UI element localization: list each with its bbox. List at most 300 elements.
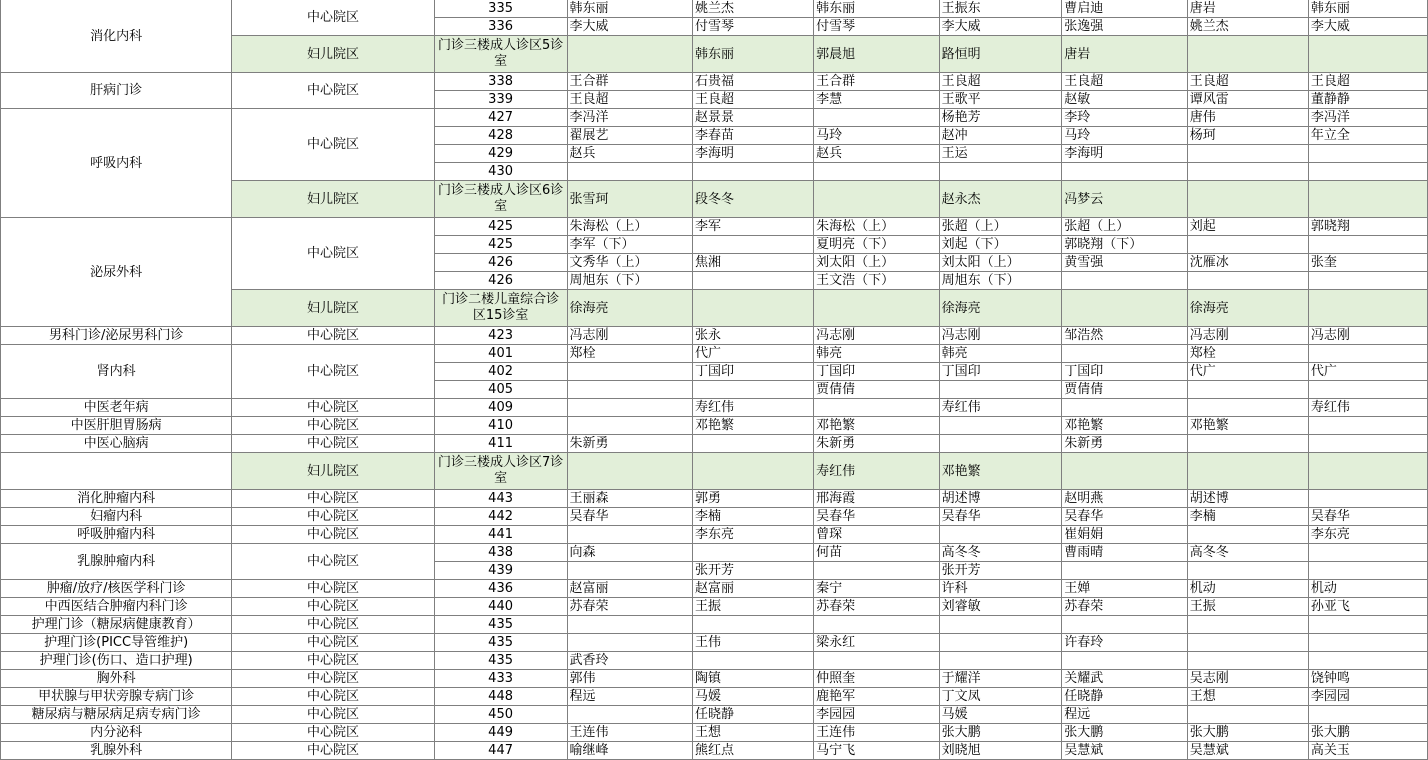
doctor-cell[interactable]	[693, 652, 814, 670]
doctor-cell[interactable]	[1308, 36, 1427, 73]
doctor-cell[interactable]: 徐海亮	[939, 290, 1062, 327]
doctor-cell[interactable]	[1308, 181, 1427, 218]
department-cell[interactable]: 内分泌科	[1, 724, 232, 742]
room-cell[interactable]: 435	[434, 634, 567, 652]
doctor-cell[interactable]	[567, 562, 693, 580]
doctor-cell[interactable]	[1187, 272, 1308, 290]
room-cell[interactable]: 338	[434, 73, 567, 91]
doctor-cell[interactable]: 赵永杰	[939, 181, 1062, 218]
doctor-cell[interactable]: 朱新勇	[567, 435, 693, 453]
doctor-cell[interactable]: 文秀华（上）	[567, 254, 693, 272]
doctor-cell[interactable]	[567, 706, 693, 724]
doctor-cell[interactable]: 李大威	[939, 18, 1062, 36]
doctor-cell[interactable]	[939, 526, 1062, 544]
doctor-cell[interactable]: 徐海亮	[567, 290, 693, 327]
doctor-cell[interactable]: 任晓静	[693, 706, 814, 724]
doctor-cell[interactable]: 周旭东（下）	[567, 272, 693, 290]
doctor-cell[interactable]: 张永	[693, 327, 814, 345]
doctor-cell[interactable]	[1308, 435, 1427, 453]
doctor-cell[interactable]: 代广	[1187, 363, 1308, 381]
doctor-cell[interactable]: 李海明	[1062, 145, 1188, 163]
campus-cell[interactable]: 妇儿院区	[232, 290, 434, 327]
department-cell[interactable]	[1, 453, 232, 490]
doctor-cell[interactable]: 苏春荣	[814, 598, 940, 616]
doctor-cell[interactable]	[1062, 399, 1188, 417]
room-cell[interactable]: 439	[434, 562, 567, 580]
doctor-cell[interactable]: 王良超	[567, 91, 693, 109]
room-cell[interactable]: 447	[434, 742, 567, 760]
doctor-cell[interactable]	[814, 181, 940, 218]
doctor-cell[interactable]	[1308, 616, 1427, 634]
doctor-cell[interactable]	[1308, 544, 1427, 562]
campus-cell[interactable]: 中心院区	[232, 742, 434, 760]
doctor-cell[interactable]: 刘睿敏	[939, 598, 1062, 616]
doctor-cell[interactable]: 姚兰杰	[1187, 18, 1308, 36]
doctor-cell[interactable]	[567, 163, 693, 181]
doctor-cell[interactable]: 郑栓	[1187, 345, 1308, 363]
department-cell[interactable]: 呼吸肿瘤内科	[1, 526, 232, 544]
doctor-cell[interactable]: 谭风雷	[1187, 91, 1308, 109]
room-cell[interactable]: 449	[434, 724, 567, 742]
campus-cell[interactable]: 中心院区	[232, 399, 434, 417]
doctor-cell[interactable]: 张大鹏	[939, 724, 1062, 742]
doctor-cell[interactable]: 唐伟	[1187, 109, 1308, 127]
doctor-cell[interactable]: 吴春华	[1062, 508, 1188, 526]
doctor-cell[interactable]: 赵富丽	[693, 580, 814, 598]
doctor-cell[interactable]: 张开芳	[939, 562, 1062, 580]
room-cell[interactable]: 402	[434, 363, 567, 381]
doctor-cell[interactable]: 刘起（下）	[939, 236, 1062, 254]
room-cell[interactable]: 426	[434, 254, 567, 272]
campus-cell[interactable]: 中心院区	[232, 580, 434, 598]
doctor-cell[interactable]	[814, 163, 940, 181]
doctor-cell[interactable]: 孙亚飞	[1308, 598, 1427, 616]
department-cell[interactable]: 胸外科	[1, 670, 232, 688]
doctor-cell[interactable]: 赵兵	[814, 145, 940, 163]
doctor-cell[interactable]	[1062, 616, 1188, 634]
doctor-cell[interactable]: 向森	[567, 544, 693, 562]
department-cell[interactable]: 乳腺肿瘤内科	[1, 544, 232, 580]
doctor-cell[interactable]	[814, 290, 940, 327]
room-cell[interactable]: 门诊三楼成人诊区6诊室	[434, 181, 567, 218]
room-cell[interactable]: 435	[434, 616, 567, 634]
doctor-cell[interactable]: 朱海松（上）	[567, 218, 693, 236]
doctor-cell[interactable]: 冯志刚	[1187, 327, 1308, 345]
doctor-cell[interactable]: 邢海霞	[814, 490, 940, 508]
doctor-cell[interactable]: 郭勇	[693, 490, 814, 508]
doctor-cell[interactable]	[1308, 163, 1427, 181]
doctor-cell[interactable]: 付雪琴	[814, 18, 940, 36]
room-cell[interactable]: 336	[434, 18, 567, 36]
doctor-cell[interactable]	[814, 109, 940, 127]
department-cell[interactable]: 消化肿瘤内科	[1, 490, 232, 508]
room-cell[interactable]: 438	[434, 544, 567, 562]
doctor-cell[interactable]: 郭晓翔	[1308, 218, 1427, 236]
doctor-cell[interactable]	[693, 544, 814, 562]
doctor-cell[interactable]	[1308, 453, 1427, 490]
department-cell[interactable]: 消化内科	[1, 0, 232, 73]
doctor-cell[interactable]: 曹启迪	[1062, 0, 1188, 18]
doctor-cell[interactable]	[1062, 453, 1188, 490]
department-cell[interactable]: 糖尿病与糖尿病足病专病门诊	[1, 706, 232, 724]
doctor-cell[interactable]: 李园园	[814, 706, 940, 724]
doctor-cell[interactable]: 吴春华	[814, 508, 940, 526]
doctor-cell[interactable]	[1187, 163, 1308, 181]
doctor-cell[interactable]: 苏春荣	[567, 598, 693, 616]
doctor-cell[interactable]: 韩亮	[939, 345, 1062, 363]
doctor-cell[interactable]: 赵景景	[693, 109, 814, 127]
doctor-cell[interactable]	[1062, 272, 1188, 290]
doctor-cell[interactable]	[1308, 706, 1427, 724]
doctor-cell[interactable]	[693, 381, 814, 399]
doctor-cell[interactable]: 丁国印	[693, 363, 814, 381]
campus-cell[interactable]: 妇儿院区	[232, 181, 434, 218]
room-cell[interactable]: 436	[434, 580, 567, 598]
room-cell[interactable]: 411	[434, 435, 567, 453]
doctor-cell[interactable]: 丁国印	[939, 363, 1062, 381]
doctor-cell[interactable]: 王伟	[693, 634, 814, 652]
room-cell[interactable]: 442	[434, 508, 567, 526]
doctor-cell[interactable]: 邓艳繁	[939, 453, 1062, 490]
doctor-cell[interactable]: 邓艳繁	[814, 417, 940, 435]
doctor-cell[interactable]: 武香玲	[567, 652, 693, 670]
doctor-cell[interactable]: 王振东	[939, 0, 1062, 18]
doctor-cell[interactable]	[814, 399, 940, 417]
doctor-cell[interactable]: 张大鹏	[1062, 724, 1188, 742]
doctor-cell[interactable]: 胡述博	[1187, 490, 1308, 508]
campus-cell[interactable]: 中心院区	[232, 652, 434, 670]
room-cell[interactable]: 门诊三楼成人诊区5诊室	[434, 36, 567, 73]
doctor-cell[interactable]	[1062, 290, 1188, 327]
doctor-cell[interactable]: 刘太阳（上）	[814, 254, 940, 272]
doctor-cell[interactable]: 黄雪强	[1062, 254, 1188, 272]
doctor-cell[interactable]: 王运	[939, 145, 1062, 163]
department-cell[interactable]: 妇瘤内科	[1, 508, 232, 526]
doctor-cell[interactable]: 贾倩倩	[814, 381, 940, 399]
doctor-cell[interactable]: 李冯洋	[567, 109, 693, 127]
doctor-cell[interactable]: 王良超	[939, 73, 1062, 91]
campus-cell[interactable]: 中心院区	[232, 706, 434, 724]
doctor-cell[interactable]	[1187, 181, 1308, 218]
doctor-cell[interactable]	[939, 616, 1062, 634]
doctor-cell[interactable]: 郭伟	[567, 670, 693, 688]
doctor-cell[interactable]	[1187, 634, 1308, 652]
doctor-cell[interactable]	[1062, 562, 1188, 580]
doctor-cell[interactable]: 李玲	[1062, 109, 1188, 127]
doctor-cell[interactable]: 机动	[1187, 580, 1308, 598]
doctor-cell[interactable]	[1187, 616, 1308, 634]
campus-cell[interactable]: 中心院区	[232, 508, 434, 526]
doctor-cell[interactable]	[567, 363, 693, 381]
doctor-cell[interactable]: 马媛	[693, 688, 814, 706]
doctor-cell[interactable]: 石贵福	[693, 73, 814, 91]
doctor-cell[interactable]: 刘晓旭	[939, 742, 1062, 760]
doctor-cell[interactable]: 何苗	[814, 544, 940, 562]
department-cell[interactable]: 肝病门诊	[1, 73, 232, 109]
doctor-cell[interactable]: 韩东丽	[567, 0, 693, 18]
doctor-cell[interactable]: 董静静	[1308, 91, 1427, 109]
doctor-cell[interactable]: 李海明	[693, 145, 814, 163]
department-cell[interactable]: 泌尿外科	[1, 218, 232, 327]
doctor-cell[interactable]	[567, 526, 693, 544]
doctor-cell[interactable]: 马媛	[939, 706, 1062, 724]
campus-cell[interactable]: 中心院区	[232, 73, 434, 109]
doctor-cell[interactable]	[567, 381, 693, 399]
doctor-cell[interactable]: 高冬冬	[1187, 544, 1308, 562]
doctor-cell[interactable]: 机动	[1308, 580, 1427, 598]
doctor-cell[interactable]	[567, 616, 693, 634]
doctor-cell[interactable]: 关耀武	[1062, 670, 1188, 688]
doctor-cell[interactable]: 许春玲	[1062, 634, 1188, 652]
doctor-cell[interactable]: 刘起	[1187, 218, 1308, 236]
doctor-cell[interactable]: 吴慧斌	[1187, 742, 1308, 760]
doctor-cell[interactable]: 马玲	[1062, 127, 1188, 145]
doctor-cell[interactable]: 高冬冬	[939, 544, 1062, 562]
doctor-cell[interactable]	[693, 435, 814, 453]
doctor-cell[interactable]	[1308, 652, 1427, 670]
doctor-cell[interactable]: 李楠	[693, 508, 814, 526]
doctor-cell[interactable]: 赵冲	[939, 127, 1062, 145]
doctor-cell[interactable]	[693, 290, 814, 327]
doctor-cell[interactable]: 吴春华	[939, 508, 1062, 526]
doctor-cell[interactable]	[1187, 526, 1308, 544]
doctor-cell[interactable]: 王振	[1187, 598, 1308, 616]
room-cell[interactable]: 441	[434, 526, 567, 544]
doctor-cell[interactable]: 王歌平	[939, 91, 1062, 109]
doctor-cell[interactable]: 沈雁冰	[1187, 254, 1308, 272]
doctor-cell[interactable]	[1308, 634, 1427, 652]
doctor-cell[interactable]: 张大鹏	[1187, 724, 1308, 742]
doctor-cell[interactable]: 王文浩（下）	[814, 272, 940, 290]
doctor-cell[interactable]: 朱新勇	[1062, 435, 1188, 453]
doctor-cell[interactable]	[1308, 562, 1427, 580]
room-cell[interactable]: 410	[434, 417, 567, 435]
doctor-cell[interactable]: 唐岩	[1062, 36, 1188, 73]
doctor-cell[interactable]	[939, 435, 1062, 453]
doctor-cell[interactable]: 曹雨晴	[1062, 544, 1188, 562]
campus-cell[interactable]: 中心院区	[232, 544, 434, 580]
room-cell[interactable]: 440	[434, 598, 567, 616]
doctor-cell[interactable]: 丁国印	[814, 363, 940, 381]
doctor-cell[interactable]: 年立全	[1308, 127, 1427, 145]
doctor-cell[interactable]: 寿红伟	[939, 399, 1062, 417]
doctor-cell[interactable]: 路恒明	[939, 36, 1062, 73]
doctor-cell[interactable]: 崔娟娟	[1062, 526, 1188, 544]
doctor-cell[interactable]: 程远	[1062, 706, 1188, 724]
doctor-cell[interactable]: 寿红伟	[693, 399, 814, 417]
doctor-cell[interactable]: 王连伟	[814, 724, 940, 742]
doctor-cell[interactable]: 赵敏	[1062, 91, 1188, 109]
doctor-cell[interactable]	[1187, 562, 1308, 580]
doctor-cell[interactable]: 王良超	[1308, 73, 1427, 91]
doctor-cell[interactable]: 吴春华	[567, 508, 693, 526]
doctor-cell[interactable]: 李慧	[814, 91, 940, 109]
doctor-cell[interactable]: 马玲	[814, 127, 940, 145]
room-cell[interactable]: 429	[434, 145, 567, 163]
doctor-cell[interactable]: 李东亮	[693, 526, 814, 544]
campus-cell[interactable]: 中心院区	[232, 435, 434, 453]
room-cell[interactable]: 427	[434, 109, 567, 127]
doctor-cell[interactable]: 邓艳繁	[1062, 417, 1188, 435]
department-cell[interactable]: 中医老年病	[1, 399, 232, 417]
department-cell[interactable]: 乳腺外科	[1, 742, 232, 760]
doctor-cell[interactable]	[939, 163, 1062, 181]
room-cell[interactable]: 433	[434, 670, 567, 688]
room-cell[interactable]: 401	[434, 345, 567, 363]
doctor-cell[interactable]: 张大鹏	[1308, 724, 1427, 742]
doctor-cell[interactable]: 秦宁	[814, 580, 940, 598]
doctor-cell[interactable]: 姚兰杰	[693, 0, 814, 18]
doctor-cell[interactable]	[1308, 236, 1427, 254]
doctor-cell[interactable]: 丁国印	[1062, 363, 1188, 381]
doctor-cell[interactable]: 王想	[693, 724, 814, 742]
doctor-cell[interactable]: 周旭东（下）	[939, 272, 1062, 290]
doctor-cell[interactable]: 王合群	[567, 73, 693, 91]
doctor-cell[interactable]: 张开芳	[693, 562, 814, 580]
doctor-cell[interactable]	[1187, 36, 1308, 73]
doctor-cell[interactable]: 杨珂	[1187, 127, 1308, 145]
doctor-cell[interactable]	[939, 652, 1062, 670]
doctor-cell[interactable]	[1187, 381, 1308, 399]
doctor-cell[interactable]: 吴慧斌	[1062, 742, 1188, 760]
doctor-cell[interactable]: 饶钟鸣	[1308, 670, 1427, 688]
doctor-cell[interactable]: 张雪珂	[567, 181, 693, 218]
campus-cell[interactable]: 中心院区	[232, 417, 434, 435]
doctor-cell[interactable]: 韩亮	[814, 345, 940, 363]
room-cell[interactable]: 405	[434, 381, 567, 399]
doctor-cell[interactable]: 夏明亮（下）	[814, 236, 940, 254]
doctor-cell[interactable]: 赵明燕	[1062, 490, 1188, 508]
campus-cell[interactable]: 中心院区	[232, 634, 434, 652]
doctor-cell[interactable]	[1308, 145, 1427, 163]
campus-cell[interactable]: 中心院区	[232, 109, 434, 181]
doctor-cell[interactable]	[693, 236, 814, 254]
room-cell[interactable]: 425	[434, 218, 567, 236]
department-cell[interactable]: 中西医结合肿瘤内科门诊	[1, 598, 232, 616]
doctor-cell[interactable]: 丁文凤	[939, 688, 1062, 706]
doctor-cell[interactable]: 李楠	[1187, 508, 1308, 526]
doctor-cell[interactable]	[814, 562, 940, 580]
doctor-cell[interactable]: 张超（上）	[1062, 218, 1188, 236]
campus-cell[interactable]: 妇儿院区	[232, 36, 434, 73]
doctor-cell[interactable]: 李大威	[567, 18, 693, 36]
doctor-cell[interactable]: 王合群	[814, 73, 940, 91]
department-cell[interactable]: 中医肝胆胃肠病	[1, 417, 232, 435]
campus-cell[interactable]: 中心院区	[232, 724, 434, 742]
doctor-cell[interactable]: 吴志刚	[1187, 670, 1308, 688]
doctor-cell[interactable]: 王想	[1187, 688, 1308, 706]
doctor-cell[interactable]: 韩东丽	[1308, 0, 1427, 18]
doctor-cell[interactable]: 王丽森	[567, 490, 693, 508]
doctor-cell[interactable]: 邓艳繁	[693, 417, 814, 435]
doctor-cell[interactable]	[693, 163, 814, 181]
campus-cell[interactable]: 中心院区	[232, 670, 434, 688]
doctor-cell[interactable]: 许科	[939, 580, 1062, 598]
doctor-cell[interactable]: 吴春华	[1308, 508, 1427, 526]
doctor-cell[interactable]: 梁永红	[814, 634, 940, 652]
doctor-cell[interactable]	[1062, 163, 1188, 181]
doctor-cell[interactable]: 王良超	[1187, 73, 1308, 91]
doctor-cell[interactable]: 韩东丽	[693, 36, 814, 73]
room-cell[interactable]: 430	[434, 163, 567, 181]
doctor-cell[interactable]: 于耀洋	[939, 670, 1062, 688]
doctor-cell[interactable]	[939, 634, 1062, 652]
doctor-cell[interactable]: 冯志刚	[814, 327, 940, 345]
doctor-cell[interactable]	[1187, 652, 1308, 670]
doctor-cell[interactable]	[693, 453, 814, 490]
doctor-cell[interactable]: 李园园	[1308, 688, 1427, 706]
doctor-cell[interactable]	[814, 616, 940, 634]
doctor-cell[interactable]	[693, 272, 814, 290]
doctor-cell[interactable]: 冯志刚	[567, 327, 693, 345]
room-cell[interactable]: 335	[434, 0, 567, 18]
doctor-cell[interactable]: 赵富丽	[567, 580, 693, 598]
campus-cell[interactable]: 中心院区	[232, 616, 434, 634]
department-cell[interactable]: 肿瘤/放疗/核医学科门诊	[1, 580, 232, 598]
doctor-cell[interactable]	[939, 417, 1062, 435]
doctor-cell[interactable]	[1187, 706, 1308, 724]
doctor-cell[interactable]: 邹浩然	[1062, 327, 1188, 345]
doctor-cell[interactable]	[693, 616, 814, 634]
doctor-cell[interactable]: 张逸强	[1062, 18, 1188, 36]
department-cell[interactable]: 甲状腺与甲状旁腺专病门诊	[1, 688, 232, 706]
doctor-cell[interactable]: 张奎	[1308, 254, 1427, 272]
room-cell[interactable]: 428	[434, 127, 567, 145]
doctor-cell[interactable]: 陶镇	[693, 670, 814, 688]
doctor-cell[interactable]: 徐海亮	[1187, 290, 1308, 327]
doctor-cell[interactable]: 寿红伟	[814, 453, 940, 490]
doctor-cell[interactable]: 郭晨旭	[814, 36, 940, 73]
doctor-cell[interactable]	[1308, 290, 1427, 327]
doctor-cell[interactable]	[1187, 236, 1308, 254]
doctor-cell[interactable]	[567, 634, 693, 652]
doctor-cell[interactable]: 付雪琴	[693, 18, 814, 36]
doctor-cell[interactable]	[1187, 145, 1308, 163]
room-cell[interactable]: 435	[434, 652, 567, 670]
doctor-cell[interactable]: 冯志刚	[1308, 327, 1427, 345]
room-cell[interactable]: 423	[434, 327, 567, 345]
doctor-cell[interactable]	[567, 399, 693, 417]
campus-cell[interactable]: 中心院区	[232, 0, 434, 36]
room-cell[interactable]: 443	[434, 490, 567, 508]
doctor-cell[interactable]: 焦湘	[693, 254, 814, 272]
doctor-cell[interactable]: 王连伟	[567, 724, 693, 742]
doctor-cell[interactable]: 王良超	[1062, 73, 1188, 91]
room-cell[interactable]: 448	[434, 688, 567, 706]
doctor-cell[interactable]: 邓艳繁	[1187, 417, 1308, 435]
campus-cell[interactable]: 中心院区	[232, 327, 434, 345]
campus-cell[interactable]: 中心院区	[232, 598, 434, 616]
doctor-cell[interactable]: 马宁飞	[814, 742, 940, 760]
doctor-cell[interactable]: 郑栓	[567, 345, 693, 363]
campus-cell[interactable]: 妇儿院区	[232, 453, 434, 490]
doctor-cell[interactable]: 翟展艺	[567, 127, 693, 145]
doctor-cell[interactable]: 李大威	[1308, 18, 1427, 36]
doctor-cell[interactable]	[939, 381, 1062, 399]
doctor-cell[interactable]	[1308, 272, 1427, 290]
doctor-cell[interactable]: 李春苗	[693, 127, 814, 145]
doctor-cell[interactable]	[1187, 435, 1308, 453]
doctor-cell[interactable]	[1062, 652, 1188, 670]
doctor-cell[interactable]: 李军（下）	[567, 236, 693, 254]
doctor-cell[interactable]: 李军	[693, 218, 814, 236]
doctor-cell[interactable]	[814, 652, 940, 670]
doctor-cell[interactable]: 张超（上）	[939, 218, 1062, 236]
doctor-cell[interactable]: 赵兵	[567, 145, 693, 163]
doctor-cell[interactable]	[1187, 453, 1308, 490]
doctor-cell[interactable]	[567, 36, 693, 73]
doctor-cell[interactable]: 代广	[1308, 363, 1427, 381]
